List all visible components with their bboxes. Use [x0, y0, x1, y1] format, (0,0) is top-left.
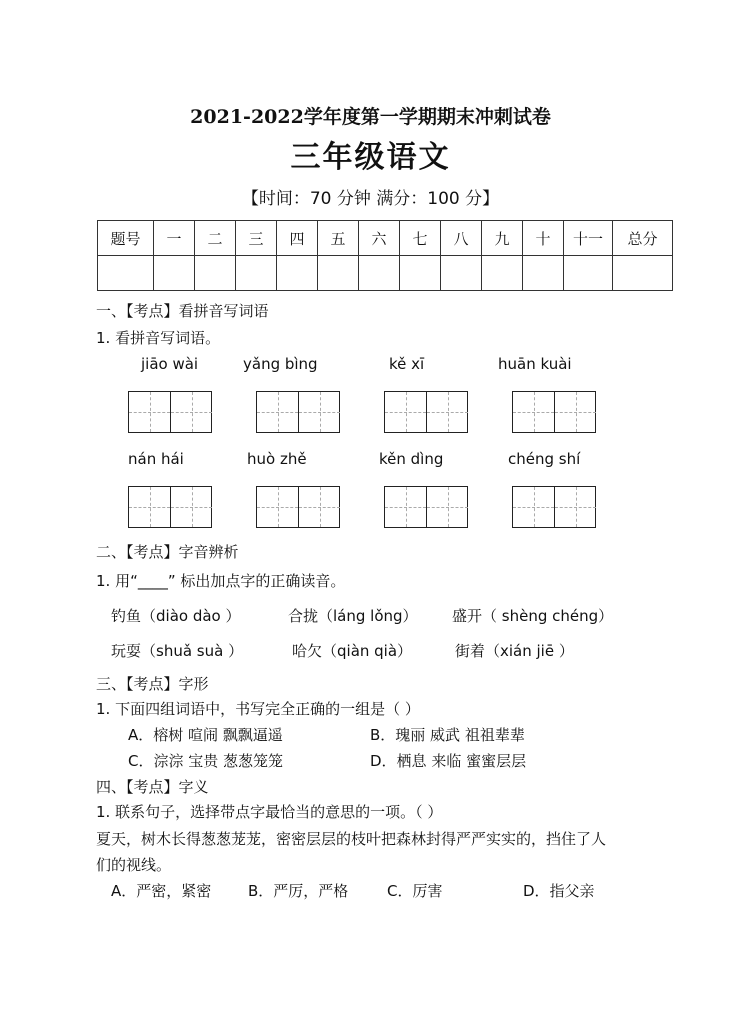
pronunciation-item: 哈欠（qiàn qià） [292, 642, 413, 660]
time-score-info: 【时间：70 分钟 满分：100 分】 [241, 189, 500, 209]
table-cell: 十一 [564, 221, 613, 256]
option-b: B．瑰丽 威武 祖祖辈辈 [370, 726, 525, 744]
pinyin-label: kěn dìng [379, 450, 444, 468]
pinyin-label: huān kuài [498, 355, 572, 373]
pronunciation-item: 盛开（ shèng chéng） [452, 607, 614, 625]
score-table [97, 220, 673, 291]
score-cell[interactable] [195, 256, 236, 291]
pinyin-label: kě xī [389, 355, 425, 373]
writing-grid[interactable] [256, 391, 340, 433]
option-b: B．严厉，严格 [248, 882, 349, 900]
subject-title: 三年级语文 [290, 140, 451, 175]
writing-grid[interactable] [128, 486, 212, 528]
option-d: D．栖息 来临 蜜蜜层层 [370, 752, 527, 770]
score-cell[interactable] [359, 256, 400, 291]
option-d: D．指父亲 [523, 882, 595, 900]
pronunciation-item: 钓鱼（diào dào ） [111, 607, 241, 625]
question-text: 1. 联系句子，选择带点字最恰当的意思的一项。（ ） [96, 803, 443, 821]
question-text: 1. 下面四组词语中，书写完全正确的一组是（ ） [96, 700, 420, 718]
pronunciation-item: 玩耍（shuǎ suà ） [111, 642, 244, 660]
score-cell[interactable] [564, 256, 613, 291]
writing-grid[interactable] [256, 486, 340, 528]
writing-grid[interactable] [384, 486, 468, 528]
writing-grid[interactable] [128, 391, 212, 433]
table-cell: 六 [359, 221, 400, 256]
score-cell[interactable] [154, 256, 195, 291]
writing-grid[interactable] [512, 486, 596, 528]
table-cell: 五 [318, 221, 359, 256]
option-a: A．榕树 喧闹 飘飘逼遥 [128, 726, 283, 744]
score-cell[interactable] [441, 256, 482, 291]
writing-grid[interactable] [512, 391, 596, 433]
option-c: C．淙淙 宝贵 葱葱笼笼 [128, 752, 284, 770]
score-cell[interactable] [277, 256, 318, 291]
table-cell: 九 [482, 221, 523, 256]
pronunciation-item: 合拢（láng lǒng） [288, 607, 418, 625]
score-cell[interactable] [523, 256, 564, 291]
option-c: C．厉害 [387, 882, 443, 900]
table-cell: 七 [400, 221, 441, 256]
pinyin-label: nán hái [128, 450, 184, 468]
passage-text: 夏天，树木长得葱葱茏茏，密密层层的枝叶把森林封得严严实实的，挡住了人 [96, 830, 607, 848]
writing-grid[interactable] [384, 391, 468, 433]
score-table-header-row [98, 221, 673, 256]
option-a: A．严密，紧密 [111, 882, 212, 900]
table-cell: 八 [441, 221, 482, 256]
table-cell: 一 [154, 221, 195, 256]
score-cell[interactable] [613, 256, 673, 291]
section-title: 一、【考点】看拼音写词语 [96, 302, 269, 320]
score-cell[interactable] [236, 256, 277, 291]
table-cell: 十 [523, 221, 564, 256]
score-table-blank-row [98, 256, 673, 291]
section-title: 四、【考点】字义 [96, 778, 209, 796]
score-cell[interactable] [482, 256, 523, 291]
question-text: 1. 看拼音写词语。 [96, 329, 221, 347]
table-cell: 总分 [613, 221, 673, 256]
table-cell: 四 [277, 221, 318, 256]
pronunciation-item: 街着（xián jiē ） [455, 642, 574, 660]
pinyin-label: yǎng bìng [243, 355, 318, 373]
section-title: 三、【考点】字形 [96, 675, 209, 693]
table-cell: 三 [236, 221, 277, 256]
pinyin-label: chéng shí [508, 450, 581, 468]
table-cell: 二 [195, 221, 236, 256]
table-cell: 题号 [98, 221, 154, 256]
pinyin-label: jiāo wài [141, 355, 199, 373]
score-cell[interactable] [98, 256, 154, 291]
question-text: 1. 用“____” 标出加点字的正确读音。 [96, 572, 346, 590]
score-cell[interactable] [400, 256, 441, 291]
score-cell[interactable] [318, 256, 359, 291]
passage-text: 们的视线。 [96, 856, 172, 874]
pinyin-label: huò zhě [247, 450, 307, 468]
exam-year-title: 2021-2022学年度第一学期期末冲刺试卷 [190, 106, 551, 128]
section-title: 二、【考点】字音辨析 [96, 543, 239, 561]
